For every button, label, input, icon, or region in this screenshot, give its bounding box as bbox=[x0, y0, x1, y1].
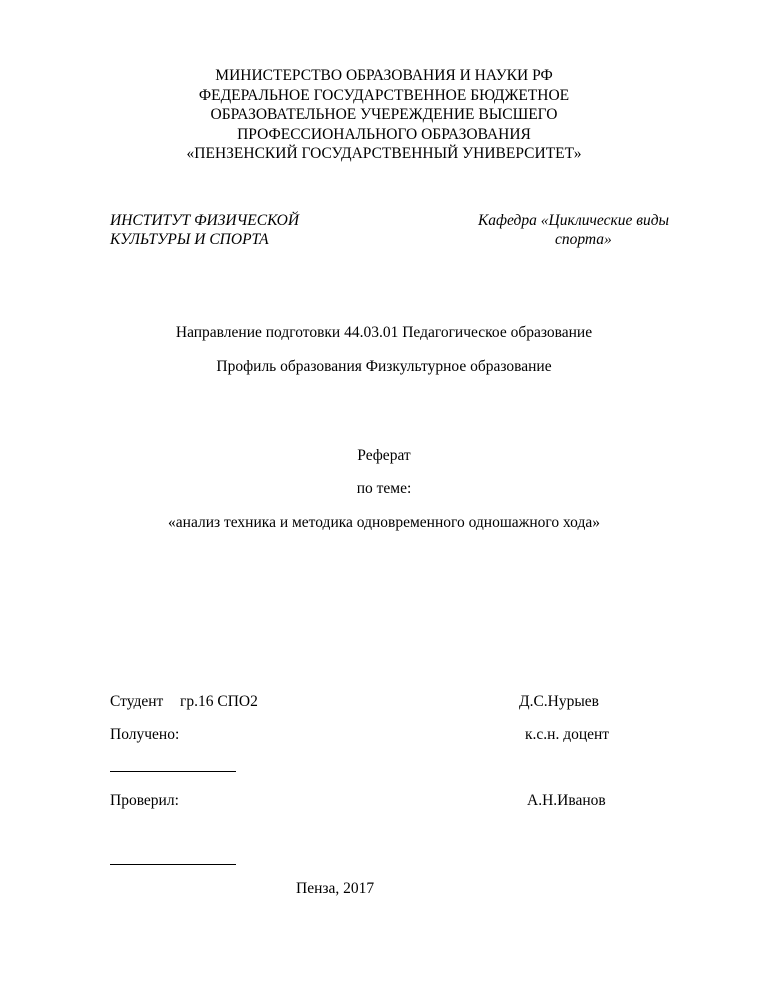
header-line: ПРОФЕССИОНАЛЬНОГО ОБРАЗОВАНИЯ bbox=[237, 125, 531, 143]
student-group: гр.16 СПО2 bbox=[180, 693, 258, 710]
header-line: ОБРАЗОВАТЕЛЬНОЕ УЧЕРЕЖДЕНИЕ ВЫСШЕГО bbox=[210, 106, 558, 123]
checked-label: Проверил: bbox=[110, 792, 179, 809]
work-topic: «анализ техника и методика одновременного одношажного хода» bbox=[168, 514, 600, 531]
student-name: Д.С.Нурыев bbox=[519, 693, 599, 710]
city-year: Пенза, 2017 bbox=[296, 880, 375, 897]
checked-signature-line bbox=[110, 864, 236, 865]
work-type: Реферат bbox=[357, 447, 411, 464]
header-line: ФЕДЕРАЛЬНОЕ ГОСУДАРСТВЕННОЕ БЮДЖЕТНОЕ bbox=[198, 86, 570, 104]
advisor-name: А.Н.Иванов bbox=[527, 792, 606, 809]
received-label: Получено: bbox=[110, 726, 180, 743]
header-line: МИНИСТЕРСТВО ОБРАЗОВАНИЯ И НАУКИ РФ bbox=[215, 67, 553, 84]
institute-name-line2: КУЛЬТУРЫ И СПОРТА bbox=[110, 231, 269, 248]
received-signature-line bbox=[110, 771, 236, 772]
header-line: «ПЕНЗЕНСКИЙ ГОСУДАРСТВЕННЫЙ УНИВЕРСИТЕТ» bbox=[186, 145, 582, 162]
department-name-line2: спорта» bbox=[555, 231, 612, 248]
institute-name-line1: ИНСТИТУТ ФИЗИЧЕСКОЙ bbox=[110, 212, 300, 229]
department-name-line1: Кафедра «Циклические виды bbox=[478, 212, 670, 229]
ministry-header bbox=[0, 66, 768, 164]
program-direction: Направление подготовки 44.03.01 Педагогическое образование bbox=[175, 324, 593, 341]
topic-prefix: по теме: bbox=[356, 480, 412, 497]
advisor-title: к.с.н. доцент bbox=[525, 726, 610, 743]
student-label: Студент bbox=[110, 693, 164, 710]
program-profile: Профиль образования Физкультурное образование bbox=[216, 358, 552, 375]
